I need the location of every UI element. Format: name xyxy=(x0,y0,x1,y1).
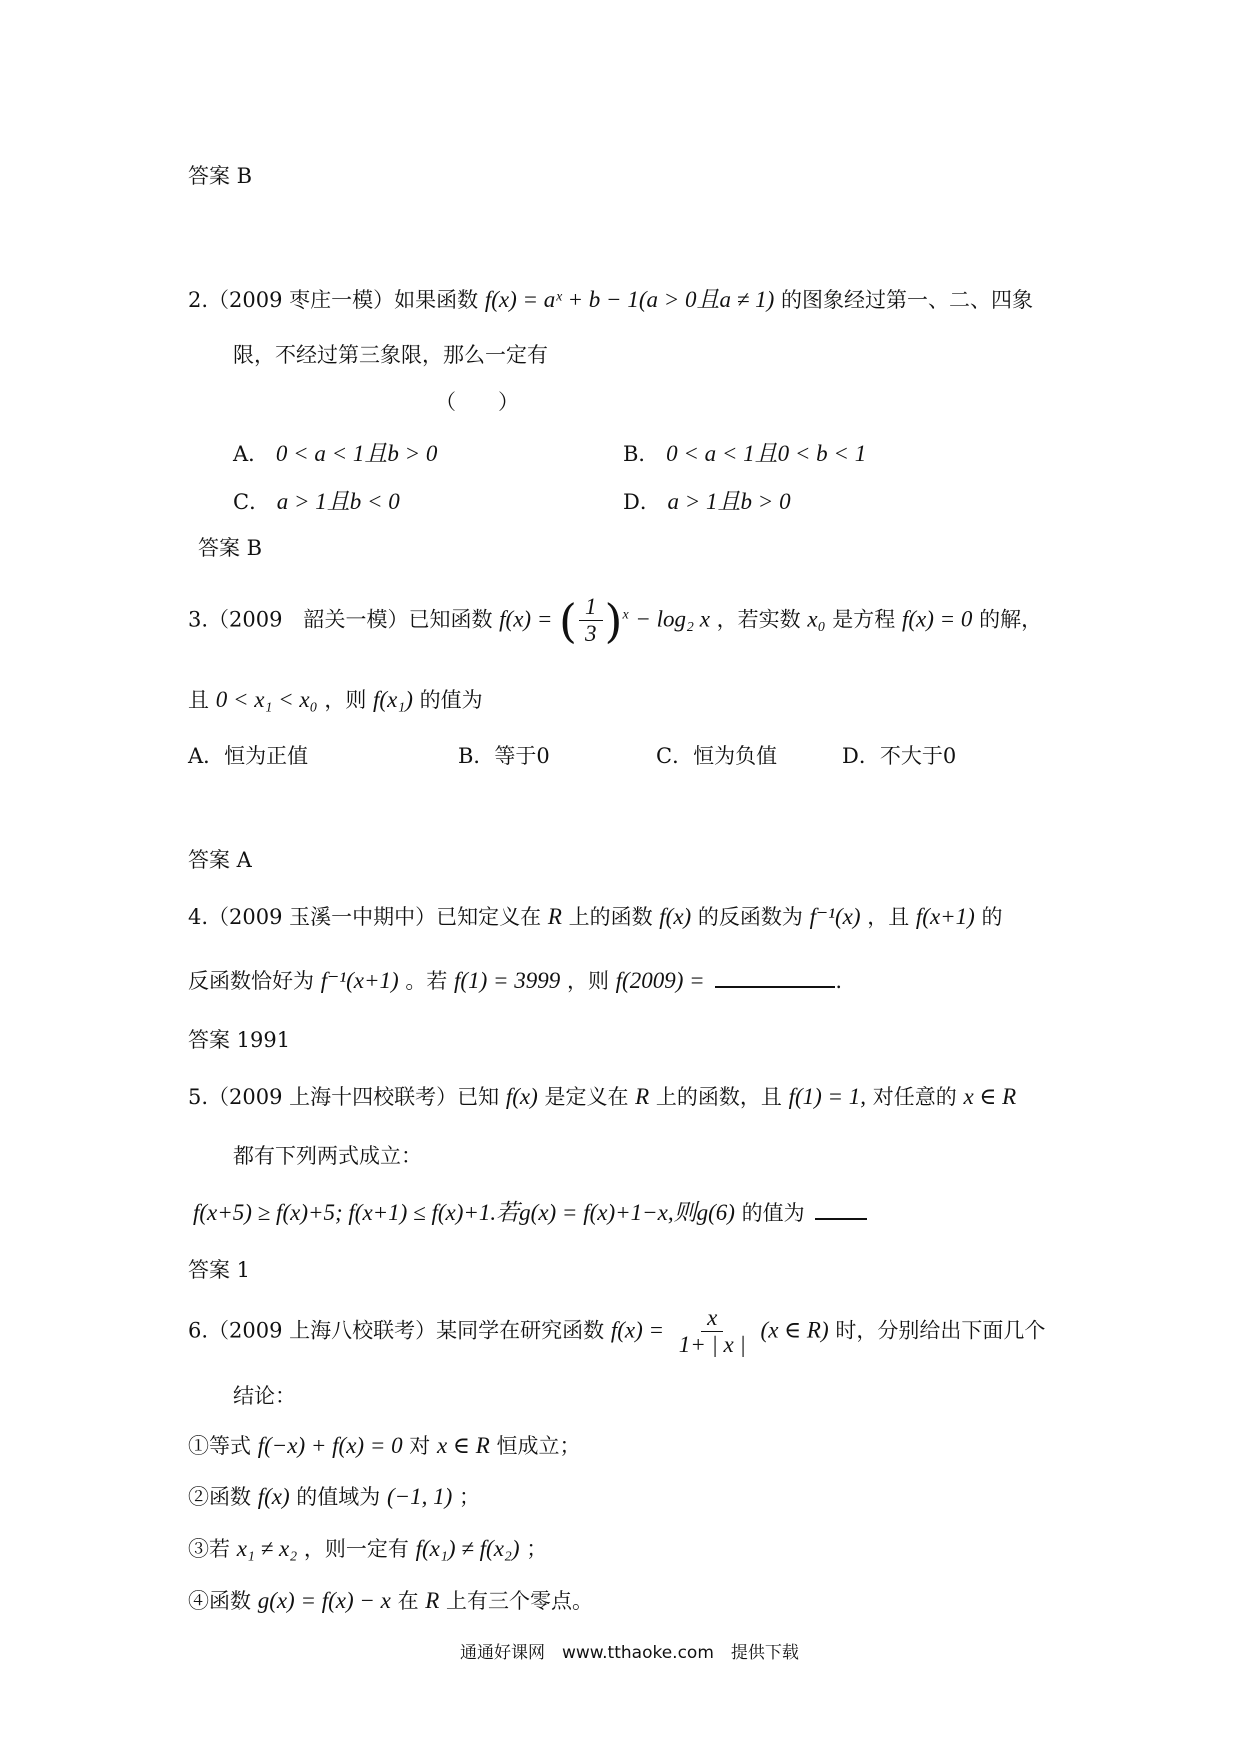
page-footer: 通通好课网 www.tthaoke.com 提供下载 xyxy=(460,1643,799,1663)
q6-line-2: 结论： xyxy=(233,1384,296,1408)
q4-answer-blank xyxy=(715,968,835,988)
q3-option-d: D．不大于0 xyxy=(842,744,957,768)
q4-answer: 答案 1991 xyxy=(188,1028,291,1052)
q3-option-b: B．等于0 xyxy=(458,744,550,768)
q2-answer: 答案 B xyxy=(198,536,263,560)
q3-option-c: C．恒为负值 xyxy=(656,744,778,768)
q6-conclusion-4: ④函数 g(x) = f(x) − x 在 R 上有三个零点。 xyxy=(188,1588,594,1613)
q2-option-b: B． 0 < a < 1且0 < b < 1 xyxy=(623,441,867,466)
q2-function: f(x) = aˣ + b − 1(a > 0且a ≠ 1) xyxy=(484,287,775,312)
q3-label: 3.（2009 韶关一模）已知函数 xyxy=(188,607,493,632)
q2-option-c: C． a > 1且b < 0 xyxy=(233,489,400,514)
q2-option-d: D． a > 1且b > 0 xyxy=(623,489,791,514)
question-3-line-1: 3.（2009 韶关一模）已知函数 f(x) = ( $\frac{1}{3}$ )$^x$ − log₂ x ，若实数 x₀ 是方程 f(x) = 0 的解， xyxy=(188,593,1043,648)
q5-label: 5.（2009 上海十四校联考）已知 xyxy=(188,1085,500,1109)
question-6-line-1: 6.（2009 上海八校联考）某同学在研究函数 f(x) = $\frac{x}{1+ | x |}$ (x ∈ R) 时，分别给出下面几个 xyxy=(188,1305,1046,1358)
q6-conclusion-3: ③若 x₁ ≠ x₂ ，则一定有 f(x₁) ≠ f(x₂) ； xyxy=(188,1536,548,1561)
q5-line-3: f(x+5) ≥ f(x)+5; f(x+1) ≤ f(x)+1.若g(x) = f(x)+1−x,则g(6) 的值为 xyxy=(193,1199,867,1227)
answer-top: 答案 B xyxy=(188,164,253,188)
q3-answer: 答案 A xyxy=(188,848,252,872)
q2-answer-paren: （ ） xyxy=(435,390,519,414)
q3-fraction: $\frac{1}{3}$ xyxy=(579,594,603,648)
q2-option-a: A． 0 < a < 1且b > 0 xyxy=(233,441,438,466)
q6-conclusion-2: ②函数 f(x) 的值域为 (−1, 1) ； xyxy=(188,1484,481,1509)
q2-line-2: 限，不经过第三象限，那么一定有 xyxy=(233,343,548,367)
q2-label: 2.（2009 枣庄一模）如果函数 xyxy=(188,288,479,312)
q5-line-2: 都有下列两式成立： xyxy=(233,1144,422,1168)
q3-line-2: 且 0 < x₁ < x₀ ，则 f(x₁) 的值为 xyxy=(188,687,483,712)
question-4-line-1: 4.（2009 玉溪一中期中）已知定义在 R 上的函数 f(x) 的反函数为 f⁻¹(x) ，且 f(x+1) 的 xyxy=(188,904,1003,929)
q4-label: 4.（2009 玉溪一中期中）已知定义在 xyxy=(188,905,542,929)
q3-option-a: A．恒为正值 xyxy=(188,744,309,768)
q4-line-2: 反函数恰好为 f⁻¹(x+1) 。若 f(1) = 3999 ，则 f(2009) = . xyxy=(188,968,843,993)
question-2-line-1 xyxy=(188,286,1033,314)
q6-fraction: $\frac{x}{1+ | x |}$ xyxy=(678,1305,746,1358)
q6-label: 6.（2009 上海八校联考）某同学在研究函数 xyxy=(188,1318,605,1343)
q5-answer: 答案 1 xyxy=(188,1258,251,1282)
q6-conclusion-1: ①等式 f(−x) + f(x) = 0 对 x ∈ R 恒成立； xyxy=(188,1433,581,1458)
q2-rest: 的图象经过第一、二、四象 xyxy=(780,288,1033,312)
question-5-line-1: 5.（2009 上海十四校联考）已知 f(x) 是定义在 R 上的函数，且 f(1) = 1, 对任意的 x ∈ R xyxy=(188,1084,1017,1109)
q5-answer-blank xyxy=(815,1200,867,1220)
